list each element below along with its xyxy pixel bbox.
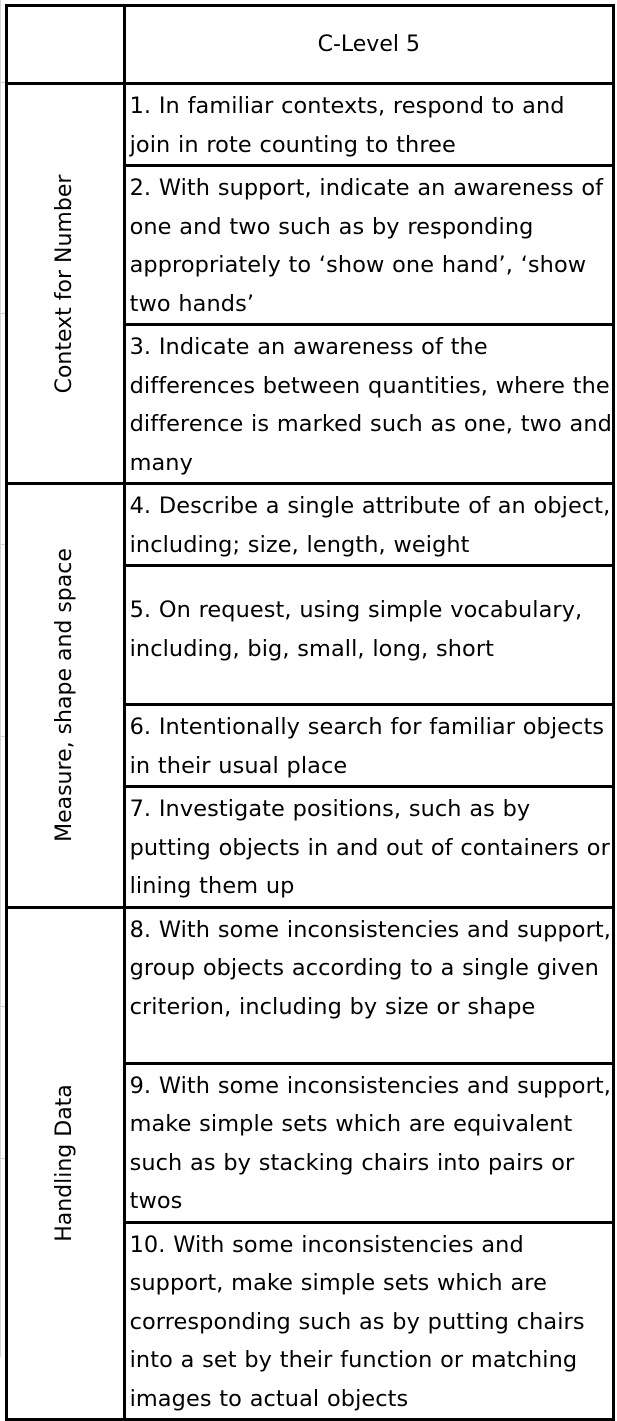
- statement-cell[interactable]: 3. Indicate an awareness of the differences between quantities, where the difference is marked such as one, two and many: [124, 325, 613, 484]
- statement-cell[interactable]: 10. With some inconsistencies and support, make simple sets which are corresponding such as by putting chairs into a set by their function or matching images to actual objects: [124, 1222, 613, 1420]
- table-header-row: [7, 6, 614, 84]
- statement-cell[interactable]: 9. With some inconsistencies and support, make simple sets which are equivalent such as by stacking chairs into pairs or twos: [124, 1063, 613, 1222]
- corner-cell[interactable]: [7, 6, 125, 84]
- statement-cell[interactable]: 7. Investigate positions, such as by putting objects in and out of containers or lining them up: [124, 787, 613, 908]
- category-label: Measure, shape and space: [52, 548, 78, 843]
- spreadsheet-gridline: [0, 0, 1, 1357]
- category-label: Handling Data: [52, 1084, 78, 1243]
- statement-cell[interactable]: 4. Describe a single attribute of an object, including; size, length, weight: [124, 484, 613, 566]
- statement-cell[interactable]: 8. With some inconsistencies and support, group objects according to a single given criterion, including by size or shape: [124, 907, 613, 1063]
- table-row: [7, 484, 614, 566]
- level-header-cell[interactable]: [124, 6, 613, 84]
- statement-cell[interactable]: 5. On request, using simple vocabulary, including, big, small, long, short: [124, 566, 613, 705]
- c-level-table: [5, 4, 615, 1421]
- level-header: C-Level 5: [317, 31, 420, 57]
- table-row: [7, 84, 614, 166]
- table-row: [7, 907, 614, 1063]
- statement-cell[interactable]: 1. In familiar contexts, respond to and join in rote counting to three: [124, 84, 613, 166]
- statement-cell[interactable]: 2. With support, indicate an awareness of one and two such as by responding appropriately to ‘show one hand’, ‘show two hands’: [124, 166, 613, 325]
- category-cell-handling-data[interactable]: [7, 907, 125, 1420]
- category-label: Context for Number: [52, 174, 78, 393]
- category-cell-measure-shape-space[interactable]: [7, 484, 125, 908]
- category-cell-context-for-number[interactable]: [7, 84, 125, 484]
- statement-cell[interactable]: 6. Intentionally search for familiar objects in their usual place: [124, 705, 613, 787]
